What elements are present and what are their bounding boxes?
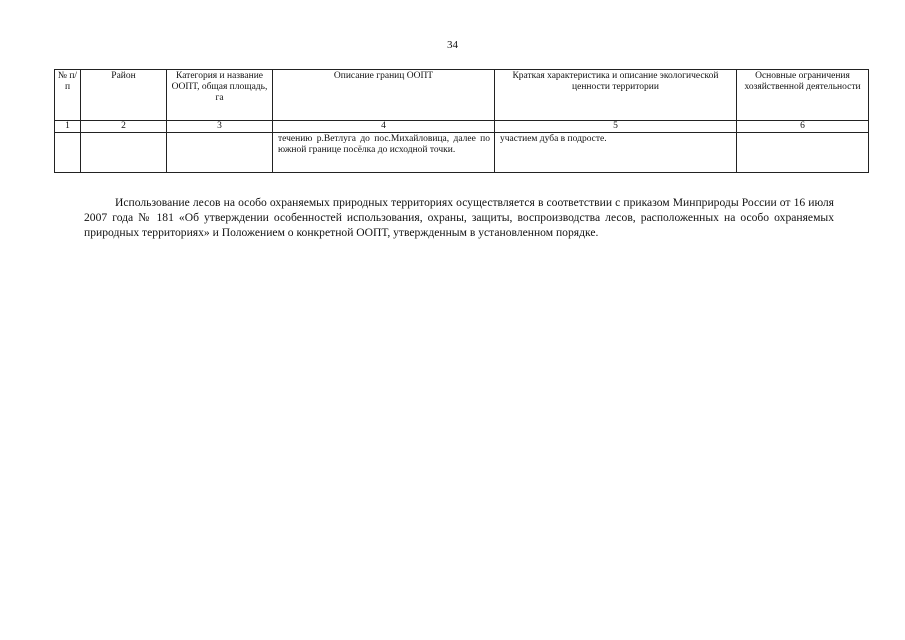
header-category: Категория и название ООПТ, общая площадь, га [167,70,273,121]
column-number: 1 [55,121,81,133]
header-characteristics: Краткая характеристика и описание экологической ценности территории [495,70,737,121]
header-district: Район [81,70,167,121]
column-number: 4 [273,121,495,133]
column-number: 2 [81,121,167,133]
header-restrictions: Основные ограничения хозяйственной деятельности [737,70,869,121]
table-cell [737,133,869,173]
table-row [55,133,869,173]
column-number-row [55,121,869,133]
page-number: 34 [447,39,458,51]
table-cell [55,133,81,173]
column-number: 5 [495,121,737,133]
table-cell: участием дуба в подросте. [495,133,737,173]
table-header-row [55,70,869,121]
body-paragraph: Использование лесов на особо охраняемых природных территориях осуществляется в соответствии с приказом Минприроды России от 16 июля 2007 года № 181 «Об утверждении особенностей использования, охраны, защиты, воспроизводства лесов, расположенных на особо охраняемых природных территориях» и Положением о конкретной ООПТ, утвержденным в установленном порядке. [84,196,834,239]
table-cell: течению р.Ветлуга до пос.Михайловица, далее по южной границе посёлка до исходной точки. [273,133,495,173]
column-number: 3 [167,121,273,133]
header-boundaries: Описание границ ООПТ [273,70,495,121]
column-number: 6 [737,121,869,133]
table-cell [167,133,273,173]
header-number: № п/п [55,70,81,121]
table-cell [81,133,167,173]
protected-areas-table [54,69,869,173]
